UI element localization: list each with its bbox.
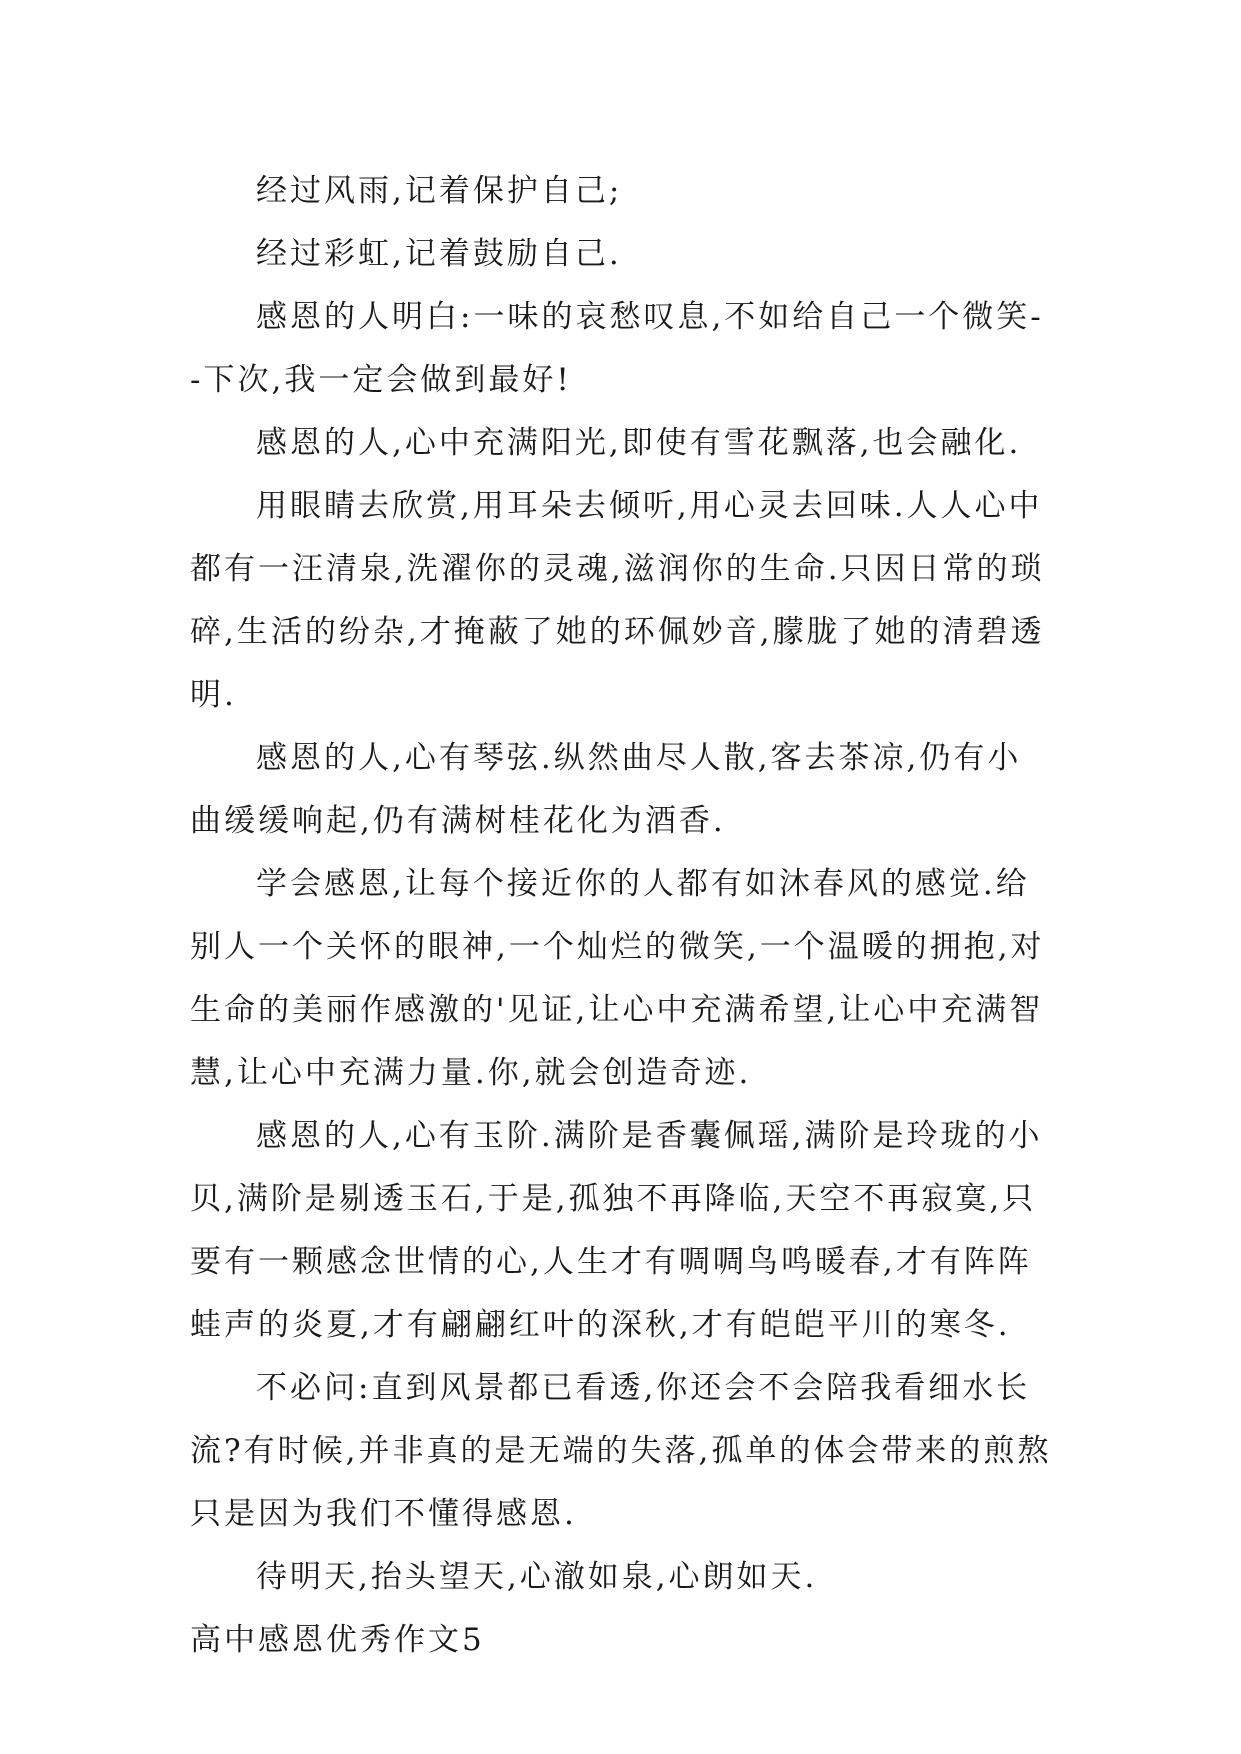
paragraph: 经过彩虹,记着鼓励自己. <box>256 236 622 272</box>
paragraph: 不必问:直到风景都已看透,你还会不会陪我看细水长流?有时候,并非真的是无端的失落,孤单的体会带来的煎熬只是因为我们不懂得感恩. <box>190 1370 1052 1532</box>
paragraph: 感恩的人,心有琴弦.纵然曲尽人散,客去茶凉,仍有小曲缓缓响起,仍有满树桂花化为酒香. <box>190 740 1022 839</box>
paragraph: 经过风雨,记着保护自己; <box>256 173 623 209</box>
document-body <box>190 160 1052 1672</box>
paragraph: 感恩的人,心有玉阶.满阶是香囊佩瑶,满阶是玲珑的小贝,满阶是剔透玉石,于是,孤独不再降临,天空不再寂寞,只要有一颗感念世情的心,人生才有啁啁鸟鸣暖春,才有阵阵蛙声的炎夏,才有翩翩红叶的深秋,才有皑皑平川的寒冬. <box>190 1118 1043 1343</box>
section-heading: 高中感恩优秀作文5 <box>190 1622 485 1658</box>
paragraph: 待明天,抬头望天,心澈如泉,心朗如天. <box>256 1559 818 1595</box>
paragraph: 感恩的人,心中充满阳光,即使有雪花飘落,也会融化. <box>256 425 1022 461</box>
paragraph: 学会感恩,让每个接近你的人都有如沐春风的感觉.给别人一个关怀的眼神,一个灿烂的微笑,一个温暖的拥抱,对生命的美丽作感激的'见证,让心中充满希望,让心中充满智慧,让心中充满力量.你,就会创造奇迹. <box>190 866 1045 1091</box>
paragraph: 用眼睛去欣赏,用耳朵去倾听,用心灵去回味.人人心中都有一汪清泉,洗濯你的灵魂,滋润你的生命.只因日常的琐碎,生活的纷杂,才掩蔽了她的环佩妙音,朦胧了她的清碧透明. <box>190 488 1045 713</box>
paragraph: 感恩的人明白:一味的哀愁叹息,不如给自己一个微笑--下次,我一定会做到最好! <box>190 299 1044 398</box>
